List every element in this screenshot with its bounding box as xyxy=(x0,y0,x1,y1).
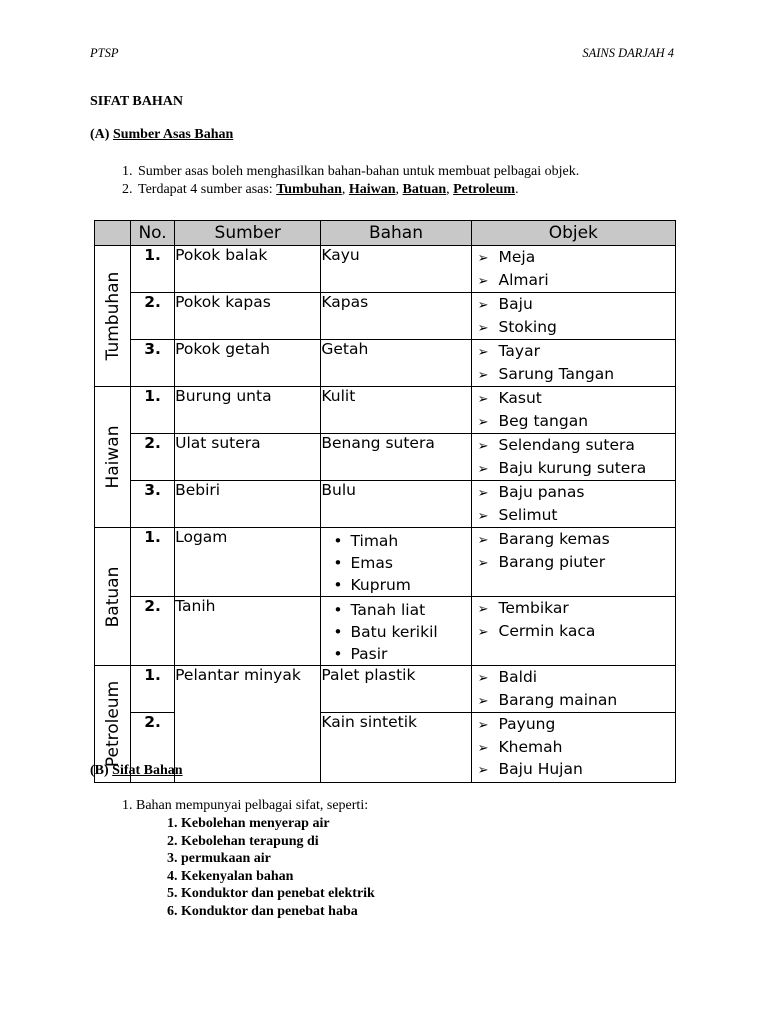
row-number: 1. xyxy=(131,666,175,713)
section-a-title: Sumber Asas Bahan xyxy=(112,127,234,142)
sumber-cell: Burung unta xyxy=(175,387,321,434)
objek-item: ➢ Baldi xyxy=(478,667,675,690)
objek-cell xyxy=(471,293,675,340)
source-petroleum: Petroleum xyxy=(453,182,516,197)
objek-item: ➢ Tayar xyxy=(478,341,675,364)
row-number: 3. xyxy=(131,340,175,387)
group-tumbuhan xyxy=(95,246,131,387)
group-haiwan xyxy=(95,387,131,528)
table-row xyxy=(95,387,676,434)
objek-item: ➢ Baju kurung sutera xyxy=(478,458,675,481)
section-a-prefix: (A) xyxy=(90,127,110,142)
row-number: 1. xyxy=(131,387,175,434)
section-b-title: Sifat Bahan xyxy=(112,763,183,778)
table-row xyxy=(95,434,676,481)
objek-item: ➢ Sarung Tangan xyxy=(478,364,675,387)
row-number: 1. xyxy=(131,528,175,597)
sumber-cell: Pokok kapas xyxy=(175,293,321,340)
table-row xyxy=(95,666,676,713)
objek-item: ➢ Selimut xyxy=(478,505,675,528)
list-item xyxy=(136,163,756,181)
sumber-cell: Bebiri xyxy=(175,481,321,528)
source-haiwan: Haiwan xyxy=(348,182,396,197)
table-header-row xyxy=(95,221,676,246)
bahan-cell xyxy=(321,597,471,666)
bahan-cell: Palet plastik xyxy=(321,666,471,713)
group-label: Tumbuhan xyxy=(102,271,123,361)
objek-cell xyxy=(471,387,675,434)
property-item: 4. Kekenyalan bahan xyxy=(181,868,736,886)
bahan-cell: Kain sintetik xyxy=(321,713,471,783)
bahan-cell: Bulu xyxy=(321,481,471,528)
row-number: 2. xyxy=(131,434,175,481)
table-row xyxy=(95,481,676,528)
objek-cell xyxy=(471,246,675,293)
header-bahan: Bahan xyxy=(321,221,471,246)
objek-item: ➢ Baju Hujan xyxy=(478,759,675,782)
objek-cell xyxy=(471,713,675,783)
objek-item: ➢ Cermin kaca xyxy=(478,621,675,644)
objek-item: ➢ Barang piuter xyxy=(478,552,675,575)
bahan-cell: Getah xyxy=(321,340,471,387)
header-objek: Objek xyxy=(471,221,675,246)
objek-item: ➢ Stoking xyxy=(478,317,675,340)
property-item: 6. Konduktor dan penebat haba xyxy=(181,903,736,921)
table-row xyxy=(95,597,676,666)
objek-item: ➢ Payung xyxy=(478,714,675,737)
bahan-cell: Kulit xyxy=(321,387,471,434)
header-no: No. xyxy=(131,221,175,246)
sumber-cell: Logam xyxy=(175,528,321,597)
list-item xyxy=(136,181,756,199)
objek-item: ➢ Barang mainan xyxy=(478,690,675,713)
bahan-item: • Pasir xyxy=(333,643,470,665)
group-label: Haiwan xyxy=(102,425,123,489)
objek-cell xyxy=(471,481,675,528)
objek-cell xyxy=(471,340,675,387)
objek-cell xyxy=(471,666,675,713)
group-batuan xyxy=(95,528,131,666)
objek-cell xyxy=(471,434,675,481)
period: . xyxy=(515,182,519,197)
table-row xyxy=(95,246,676,293)
property-item: 2. Kebolehan terapung di xyxy=(181,833,736,851)
objek-item: ➢ Kasut xyxy=(478,388,675,411)
page-title: SIFAT BAHAN xyxy=(90,94,183,109)
objek-item: ➢ Meja xyxy=(478,247,675,270)
source-batuan: Batuan xyxy=(402,182,447,197)
separator: , xyxy=(446,182,454,197)
bahan-item: • Emas xyxy=(333,552,470,574)
list-item-text: Bahan mempunyai pelbagai sifat, seperti: xyxy=(136,798,369,813)
source-tumbuhan: Tumbuhan xyxy=(276,182,342,197)
sumber-cell: Ulat sutera xyxy=(175,434,321,481)
objek-item: ➢ Baju panas xyxy=(478,482,675,505)
section-b-heading xyxy=(90,763,183,779)
separator: , xyxy=(395,182,403,197)
bahan-item: • Kuprum xyxy=(333,574,470,596)
header-sumber: Sumber xyxy=(175,221,321,246)
objek-cell xyxy=(471,597,675,666)
group-label: Batuan xyxy=(102,566,123,627)
list-item-text: Terdapat 4 sumber asas: xyxy=(138,182,277,197)
list-item xyxy=(136,797,736,920)
objek-item: ➢ Almari xyxy=(478,270,675,293)
row-number: 1. xyxy=(131,246,175,293)
sources-table xyxy=(94,220,676,783)
section-a-list xyxy=(90,163,756,199)
bahan-item: • Timah xyxy=(333,530,470,552)
sumber-cell: Tanih xyxy=(175,597,321,666)
property-item: 5. Konduktor dan penebat elektrik xyxy=(181,885,736,903)
property-item: 1. Kebolehan menyerap air xyxy=(181,815,736,833)
bahan-cell: Kapas xyxy=(321,293,471,340)
bahan-item: • Tanah liat xyxy=(333,599,470,621)
section-b-list xyxy=(90,797,736,920)
property-list xyxy=(136,815,736,920)
section-b-prefix: (B) xyxy=(90,763,109,778)
group-label: Petroleum xyxy=(102,680,123,767)
row-number: 2. xyxy=(131,293,175,340)
table-row xyxy=(95,528,676,597)
objek-item: ➢ Tembikar xyxy=(478,598,675,621)
bahan-cell: Benang sutera xyxy=(321,434,471,481)
table-row xyxy=(95,293,676,340)
objek-item: ➢ Beg tangan xyxy=(478,411,675,434)
header-left: PTSP xyxy=(90,46,119,60)
property-item: 3. permukaan air xyxy=(181,850,736,868)
objek-item: ➢ Barang kemas xyxy=(478,529,675,552)
row-number: 3. xyxy=(131,481,175,528)
objek-item: ➢ Baju xyxy=(478,294,675,317)
sumber-cell: Pokok getah xyxy=(175,340,321,387)
table-row xyxy=(95,340,676,387)
sumber-cell: Pelantar minyak xyxy=(175,666,321,783)
bahan-cell: Kayu xyxy=(321,246,471,293)
list-item-text: Sumber asas boleh menghasilkan bahan-bahan untuk membuat pelbagai objek. xyxy=(138,164,580,179)
header-blank xyxy=(95,221,131,246)
sumber-cell: Pokok balak xyxy=(175,246,321,293)
objek-item: ➢ Khemah xyxy=(478,737,675,760)
row-number: 2. xyxy=(131,597,175,666)
bahan-item: • Batu kerikil xyxy=(333,621,470,643)
objek-item: ➢ Selendang sutera xyxy=(478,435,675,458)
row-number: 2. xyxy=(131,713,175,783)
header-right: SAINS DARJAH 4 xyxy=(582,46,674,60)
section-a-heading xyxy=(90,127,233,143)
separator: , xyxy=(341,182,349,197)
objek-cell xyxy=(471,528,675,597)
bahan-cell xyxy=(321,528,471,597)
